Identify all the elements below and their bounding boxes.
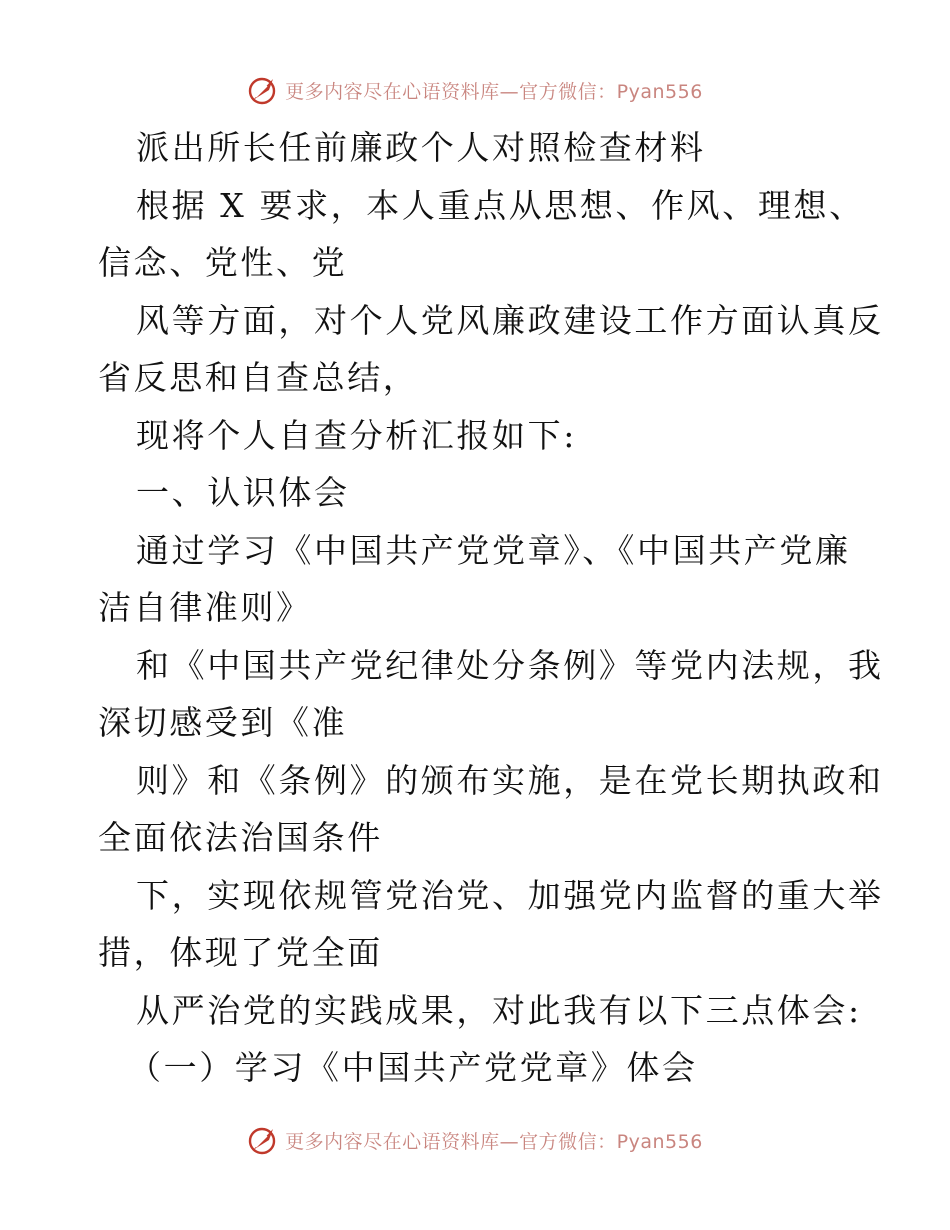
paragraph-line: 信念、党性、党	[98, 243, 348, 282]
paragraph-line: 深切感受到《准	[98, 703, 348, 742]
footer-banner-text: 更多内容尽在心语资料库—官方微信：Pyan556	[285, 1130, 703, 1153]
paragraph-line: 省反思和自查总结，	[98, 358, 419, 397]
paragraph-line: 现将个人自查分析汇报如下:	[136, 415, 577, 455]
paragraph-line: 根据 X 要求，本人重点从思想、作风、理想、	[136, 185, 865, 225]
feather-pen-logo-icon	[247, 74, 279, 106]
section-heading: 一、认识体会	[136, 473, 350, 512]
paragraph-line: 风等方面，对个人党风廉政建设工作方面认真反	[136, 300, 884, 340]
paragraph-line: 下，实现依规管党治党、加强党内监督的重大举	[136, 875, 884, 915]
paragraph-line: 则》和《条例》的颁布实施，是在党长期执政和	[136, 760, 884, 800]
paragraph-line: 全面依法治国条件	[98, 818, 383, 857]
header-banner-text: 更多内容尽在心语资料库—官方微信：Pyan556	[285, 80, 703, 103]
document-title: 派出所长任前廉政个人对照检查材料	[136, 128, 706, 167]
document-body	[98, 119, 884, 1097]
paragraph-line: 通过学习《中国共产党党章》、《中国共产党廉	[136, 530, 851, 570]
footer-banner	[0, 1120, 950, 1160]
header-banner	[0, 70, 950, 110]
subsection-heading: （一）学习《中国共产党党章》体会	[128, 1048, 698, 1087]
paragraph-line: 洁自律准则》	[98, 588, 312, 627]
paragraph-line: 从严治党的实践成果，对此我有以下三点体会:	[136, 990, 862, 1030]
feather-pen-logo-icon	[247, 1124, 279, 1156]
paragraph-line: 和《中国共产党纪律处分条例》等党内法规，我	[136, 645, 884, 685]
paragraph-line: 措，体现了党全面	[98, 933, 383, 972]
